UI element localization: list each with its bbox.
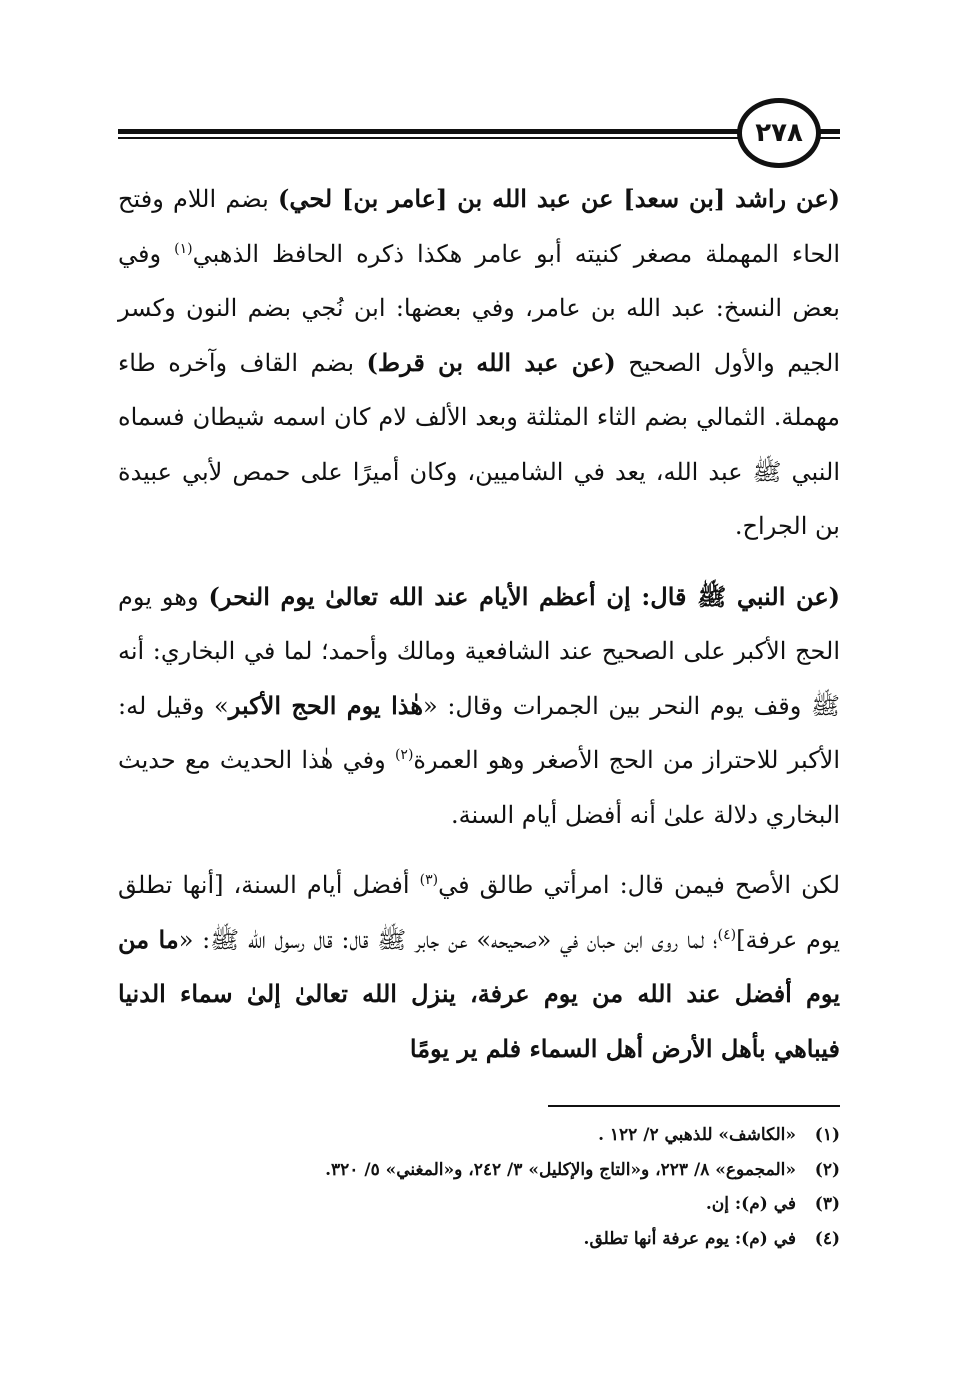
header-rule-thin xyxy=(118,137,840,139)
footnote-text: «المجموع» ٨/ ٢٢٣، و«التاج والإكليل» ٣/ ٢٤٢، و«المغني» ٥/ ٣٢٠. xyxy=(325,1159,796,1180)
header-rule xyxy=(118,127,840,141)
body-text: وفي بعض النسخ: عبد الله بن عامر، وفي بعضها: ابن نُجي بضم النون وكسر الجيم والأول الصحيح xyxy=(118,239,840,377)
footnote-item xyxy=(118,1153,840,1188)
paragraph xyxy=(118,172,840,554)
bold-text: (عن النبي ﷺ قال: إن أعظم الأيام عند الله تعالىٰ يوم النحر) xyxy=(208,581,841,611)
footnote-number: (٢) xyxy=(814,1159,840,1180)
footnote-text: في (م): يوم عرفة أنها تطلق. xyxy=(583,1228,796,1249)
body-text: بضم القاف وآخره طاء مهملة. الثمالي بضم الثاء المثلثة وبعد الألف لام كان اسمه شيطان فسماه النبي ﷺ عبد الله، يعد في الشاميين، وكان أميرًا على حمص لأبي عبيدة بن الجراح. xyxy=(118,348,840,540)
footnote-item xyxy=(118,1118,840,1153)
footnote-marker: (٢) xyxy=(394,747,414,763)
body-text: وهو يوم الحج الأكبر على الصحيح عند الشافعية ومالك وأحمد؛ لما في البخاري: أنه ﷺ وقف يوم النحر بين الجمرات وقال: « xyxy=(118,582,841,720)
body-text: أفضل أيام السنة، [أنها تطلق يوم عرفة] xyxy=(118,871,840,954)
bold-text: (عن راشد [بن سعد] عن عبد الله بن [عامر بن] لحي) xyxy=(277,184,840,213)
footnote-number: (٤) xyxy=(814,1228,840,1249)
body-text: ؛ لما روى ابن حبان في «صحيحه» عن جابر ﷺ قال: قال رسول الله ﷺ: « xyxy=(178,925,718,954)
footnote-number: (٣) xyxy=(814,1194,840,1214)
footnote-marker: (٣) xyxy=(419,872,439,888)
bold-text: (عن عبد الله بن قرط) xyxy=(366,347,616,377)
bold-text: ما من يوم أفضل عند الله من يوم عرفة، ينزل الله تعالىٰ إلىٰ سماء الدنيا فيباهي بأهل الأرض أهل السماء فلم ير يومًا xyxy=(118,924,840,1063)
footnote-separator xyxy=(548,1105,840,1107)
footnote-text: في (م): إن. xyxy=(705,1194,796,1214)
body-text: بضم اللام وفتح الحاء المهملة مصغر كنيته أبو عامر هكذا ذكره الحافظ الذهبي xyxy=(118,185,840,268)
footnote-item xyxy=(118,1187,840,1222)
body-text: وفي هٰذا الحديث مع حديث البخاري دلالة علىٰ أنه أفضل أيام السنة. xyxy=(118,746,840,829)
footnote-item xyxy=(118,1222,840,1257)
footnote-marker: (٤) xyxy=(717,926,737,943)
footnote-marker: (١) xyxy=(174,240,193,257)
body-text: » وقيل له: الأكبر للاحتراز من الحج الأصغر وهو العمرة xyxy=(118,691,840,774)
paragraph xyxy=(118,570,840,843)
page-number: ٢٧٨ xyxy=(737,98,821,168)
header-rule-thick xyxy=(118,129,840,134)
paragraph xyxy=(118,858,840,1076)
footnote-number: (١) xyxy=(814,1125,840,1145)
bold-text: هٰذا يوم الحج الأكبر xyxy=(228,690,423,720)
body-text: لكن الأصح فيمن قال: امرأتي طالق في xyxy=(438,871,841,899)
footnote-text: «الكاشف» للذهبي ٢/ ١٢٢ . xyxy=(598,1125,796,1145)
main-text xyxy=(118,172,840,1092)
footnotes xyxy=(118,1118,840,1256)
